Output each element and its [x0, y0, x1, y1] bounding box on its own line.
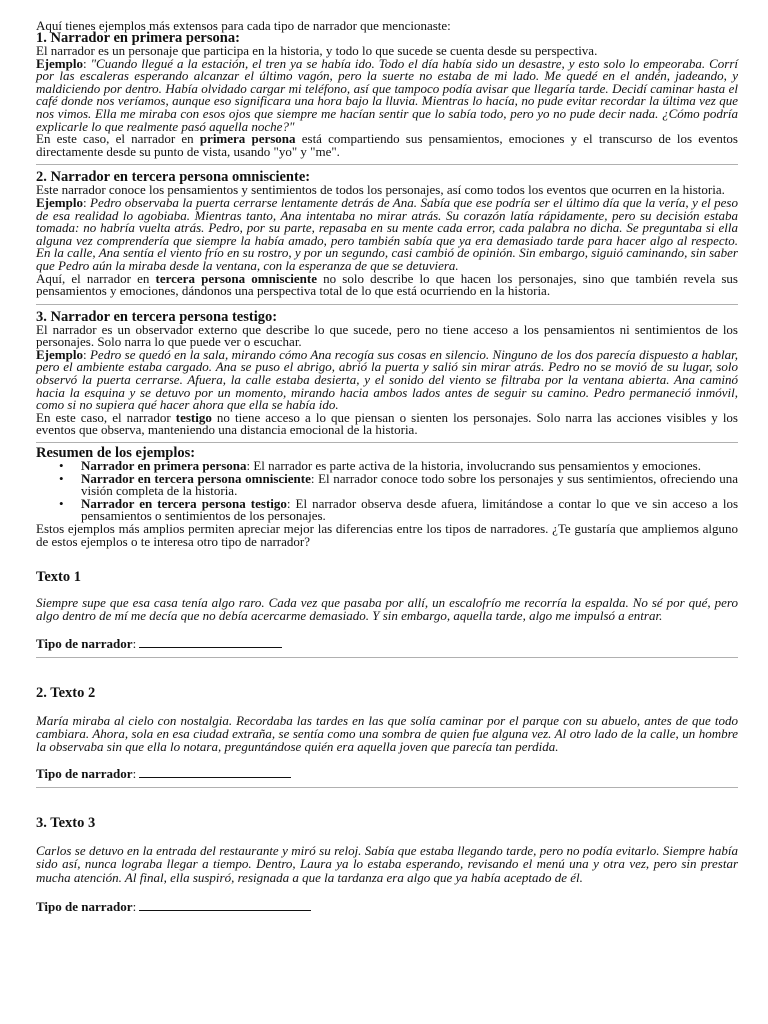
example-label: Ejemplo [36, 55, 83, 71]
section-title: 3. Narrador en tercera persona testigo: [36, 308, 278, 325]
item-text: : El narrador conoce todo sobre los personajes y sus sentimientos, ofreciendo una visión completa de la historia. [81, 470, 738, 499]
section-title: 1. Narrador en primera persona: [36, 30, 240, 46]
section-tercera-omnisciente [36, 171, 738, 297]
tipo-separator: : [132, 898, 140, 914]
divider [36, 442, 738, 443]
divider [36, 304, 738, 305]
section-description: El narrador es un observador externo que describe lo que sucede, pero no tiene acceso a los pensamientos ni sentimientos de los personajes. Solo narra lo que puede ver o escuchar. [36, 321, 738, 350]
tipo-label: Tipo de narrador [36, 635, 133, 651]
note-text: no solo describe lo que hacen los personajes, sino que también revela sus pensamientos y emociones, dándonos una perspectiva total de lo que está ocurriendo en la historia. [36, 270, 738, 299]
bullet-icon: • [59, 495, 64, 511]
texto-title: Texto 1 [36, 569, 81, 586]
texto-2-block [36, 686, 738, 782]
section-title: 2. Narrador en tercera persona omnisciente: [36, 169, 311, 186]
texto-3-block [36, 816, 738, 914]
texto-title: 3. Texto 3 [36, 815, 96, 832]
example-text: Pedro observaba la puerta cerrarse lentamente detrás de Ana. Sabía que ese podría ser el último día que la vería, y el peso de esa realidad lo agobiaba. Mientras tanto, Ana intentaba no mirar atrás. Su corazón latía rápidamente, pero su decisión estaba tomada: no habría vuelta atrás. Pedro, por su parte, repasaba en su mente cada error, cada palabra no dicha. Se preguntaba si ella alguna vez comprendería que siempre la había amado, pero también sabía que ya era demasiado tarde para hacer algo al respecto. En la calle, Ana sentía el viento frío en su rostro, y por un segundo, casi cambió de opinión. Sin embargo, siguió caminando, sin saber que Pedro aún la miraba desde la ventana, con la esperanza de que se detuviera. [36, 194, 738, 273]
intro-text: Aquí tienes ejemplos más extensos para cada tipo de narrador que mencionaste: [36, 18, 451, 33]
texto-body: María miraba al cielo con nostalgia. Recordaba las tardes en las que solía caminar por el parque con su abuelo, antes de que todo cambiara. Ahora, sola en esa ciudad extraña, se sentía como una sombra de quien fue alguna vez. Al otro lado de la calle, un hombre la observaba sin que ella lo notara, preguntándose quién era aquella joven que parecía tan perdida. [36, 712, 738, 754]
texto-1-block [36, 570, 738, 650]
example-label: Ejemplo [36, 346, 83, 362]
tipo-narrador-line [36, 637, 738, 651]
example-label: Ejemplo [36, 194, 83, 210]
note-text: En este caso, el narrador [36, 409, 176, 425]
note-text: está compartiendo sus pensamientos, emociones y el transcurso de los eventos directamente desde su punto de vista, usando "yo" y "me". [36, 131, 738, 159]
divider [36, 164, 738, 165]
note-bold: testigo [175, 409, 212, 425]
tipo-label: Tipo de narrador [36, 898, 133, 914]
example-paragraph: Ejemplo: "Cuando llegué a la estación, el tren ya se había ido. Todo el día había sido un desastre, y esto solo lo empeoraba. Corrí por las escaleras esperando alcanzar el último vagón, pero la suerte no estaba de mi lado. Me quedé en el andén, jadeando, y maldiciendo por dentro. Había olvidado cargar mi teléfono, así que tampoco podía avisar que llegaría tarde. Decidí caminar hasta el café donde nos veríamos, aunque eso significara una hora bajo la lluvia. Mientras lo hacía, no pude evitar recordar la última vez que nos vimos. Ella me miraba con esos ojos que siempre me hacían sentir que lo sabía todo, pero yo no pude decir nada. ¿Cómo podría explicarle lo que realmente pasó aquella noche?" [36, 55, 738, 134]
item-text: : El narrador es parte activa de la historia, involucrando sus pensamientos y emociones. [246, 458, 701, 474]
tipo-narrador-line [36, 767, 738, 781]
summary-closing: Estos ejemplos más amplios permiten apreciar mejor las diferencias entre los tipos de narradores. ¿Te gustaría que ampliemos alguno de estos ejemplos o te interesa otro tipo de narrador? [36, 521, 738, 549]
tipo-separator: : [132, 635, 140, 651]
item-bold: Narrador en tercera persona omnisciente [81, 470, 311, 486]
divider [36, 657, 738, 658]
section-tercera-testigo [36, 308, 738, 438]
example-text: "Cuando llegué a la estación, el tren ya se había ido. Todo el día había sido un desastre, y esto solo lo empeoraba. Corrí por las escaleras esperando alcanzar el último vagón, pero la suerte no estaba de mi lado. Me quedé en el andén, jadeando, y maldiciendo por dentro. Había olvidado cargar mi teléfono, así que tampoco podía avisar que llegaría tarde. Decidí caminar hasta el café donde nos veríamos, aunque eso significara una hora bajo la lluvia. Mientras lo hacía, no pude evitar recordar la última vez que nos vimos. Ella me miraba con esos ojos que siempre me hacían sentir que lo sabía todo, pero yo no pude decir nada. ¿Cómo podría explicarle lo que realmente pasó aquella noche?" [36, 55, 738, 134]
tipo-narrador-line [36, 900, 738, 914]
divider [36, 787, 738, 788]
answer-blank[interactable] [139, 900, 311, 911]
note-text: no tiene acceso a lo que piensan o sienten los personajes. Solo narra las acciones visibles y los eventos que observa, manteniendo una distancia emocional de la historia. [36, 409, 738, 438]
summary-section [36, 447, 738, 548]
item-bold: Narrador en primera persona [81, 458, 247, 474]
section-note [36, 270, 738, 299]
texto-body: Siempre supe que esa casa tenía algo raro. Cada vez que pasaba por allí, un escalofrío me recorría la espalda. No sé por qué, pero algo dentro de mí me decía que no debía acercarme demasiado. Y sin embargo, aquella tarde, algo me impulsó a entrar. [36, 595, 738, 624]
texto-body: Carlos se detuvo en la entrada del restaurante y miró su reloj. Sabía que estaba llegando tarde, pero no podía evitarlo. Siempre había sido así, nunca lograba llegar a tiempo. Dentro, Laura ya lo estaba esperando, revisando el menú una y otra vez, pero sin prestar mucha atención. Al final, ella suspiró, resignada a que la tardanza era algo que ya había aceptado de él. [36, 843, 738, 885]
tipo-label: Tipo de narrador [36, 766, 133, 782]
note-bold: primera persona [199, 131, 296, 147]
summary-title: Resumen de los ejemplos: [36, 445, 196, 462]
bullet-icon: • [59, 458, 64, 474]
bullet-icon: • [59, 470, 64, 486]
example-paragraph: Ejemplo: Pedro observaba la puerta cerrarse lentamente detrás de Ana. Sabía que ese podría ser el último día que la vería, y el peso de esa realidad lo agobiaba. Mientras tanto, Ana intentaba no mirar atrás. Su corazón latía rápidamente, pero su decisión estaba tomada: no habría vuelta atrás. Pedro, por su parte, repasaba en su mente cada error, cada palabra no dicha. Se preguntaba si ella alguna vez comprendería que siempre la había amado, pero también sabía que ya era demasiado tarde para hacer algo al respecto. En la calle, Ana sentía el viento frío en su rostro, y por un segundo, casi cambió de opinión. Sin embargo, siguió caminando, sin saber que Pedro aún la miraba desde la ventana, con la esperanza de que se detuviera. [36, 194, 738, 273]
note-bold: tercera persona omnisciente [155, 270, 317, 286]
item-bold: Narrador en tercera persona testigo [81, 495, 287, 511]
example-text: Pedro se quedó en la sala, mirando cómo Ana recogía sus cosas en silencio. Ninguno de los dos parecía dispuesto a hablar, pero el ambiente estaba cargado. Ana se puso el abrigo, abrió la puerta y salió sin mirar atrás. Pedro no se movió de su lugar, solo observó la puerta cerrarse. Afuera, la calle estaba desierta, y el sonido del viento se filtraba por la ventana abierta. Ana caminó hacia la esquina y se detuvo por un momento, mirando hacia ambos lados antes de seguir su camino. Pedro permaneció inmóvil, como si no supiera qué hacer ahora que ella se había ido. [36, 346, 738, 413]
item-text: : El narrador observa desde afuera, limitándose a contar lo que ve sin acceso a los pensamientos o sentimientos de los personajes. [81, 495, 739, 524]
list-item [59, 470, 738, 499]
section-note [36, 133, 738, 158]
answer-blank[interactable] [139, 637, 282, 648]
section-description: El narrador es un personaje que participa en la historia, y todo lo que sucede se cuenta desde su perspectiva. [36, 43, 598, 58]
summary-list [36, 460, 738, 523]
tipo-separator: : [132, 766, 140, 782]
note-text: Aquí, el narrador en [36, 270, 156, 286]
section-description: Este narrador conoce los pensamientos y sentimientos de todos los personajes, así como todos los eventos que ocurren en la historia. [36, 182, 725, 198]
section-note [36, 409, 738, 438]
note-text: En este caso, el narrador en [36, 131, 200, 147]
texto-title: 2. Texto 2 [36, 684, 96, 701]
answer-blank[interactable] [139, 767, 291, 778]
list-item [59, 495, 739, 524]
example-paragraph: Ejemplo: Pedro se quedó en la sala, mirando cómo Ana recogía sus cosas en silencio. Ninguno de los dos parecía dispuesto a hablar, pero el ambiente estaba cargado. Ana se puso el abrigo, abrió la puerta y salió sin mirar atrás. Pedro no se movió de su lugar, solo observó la puerta cerrarse. Afuera, la calle estaba desierta, y el sonido del viento se filtraba por la ventana abierta. Ana caminó hacia la esquina y se detuvo por un momento, mirando hacia ambos lados antes de seguir su camino. Pedro permaneció inmóvil, como si no supiera qué hacer ahora que ella se había ido. [36, 346, 738, 413]
section-primera-persona [36, 32, 738, 158]
